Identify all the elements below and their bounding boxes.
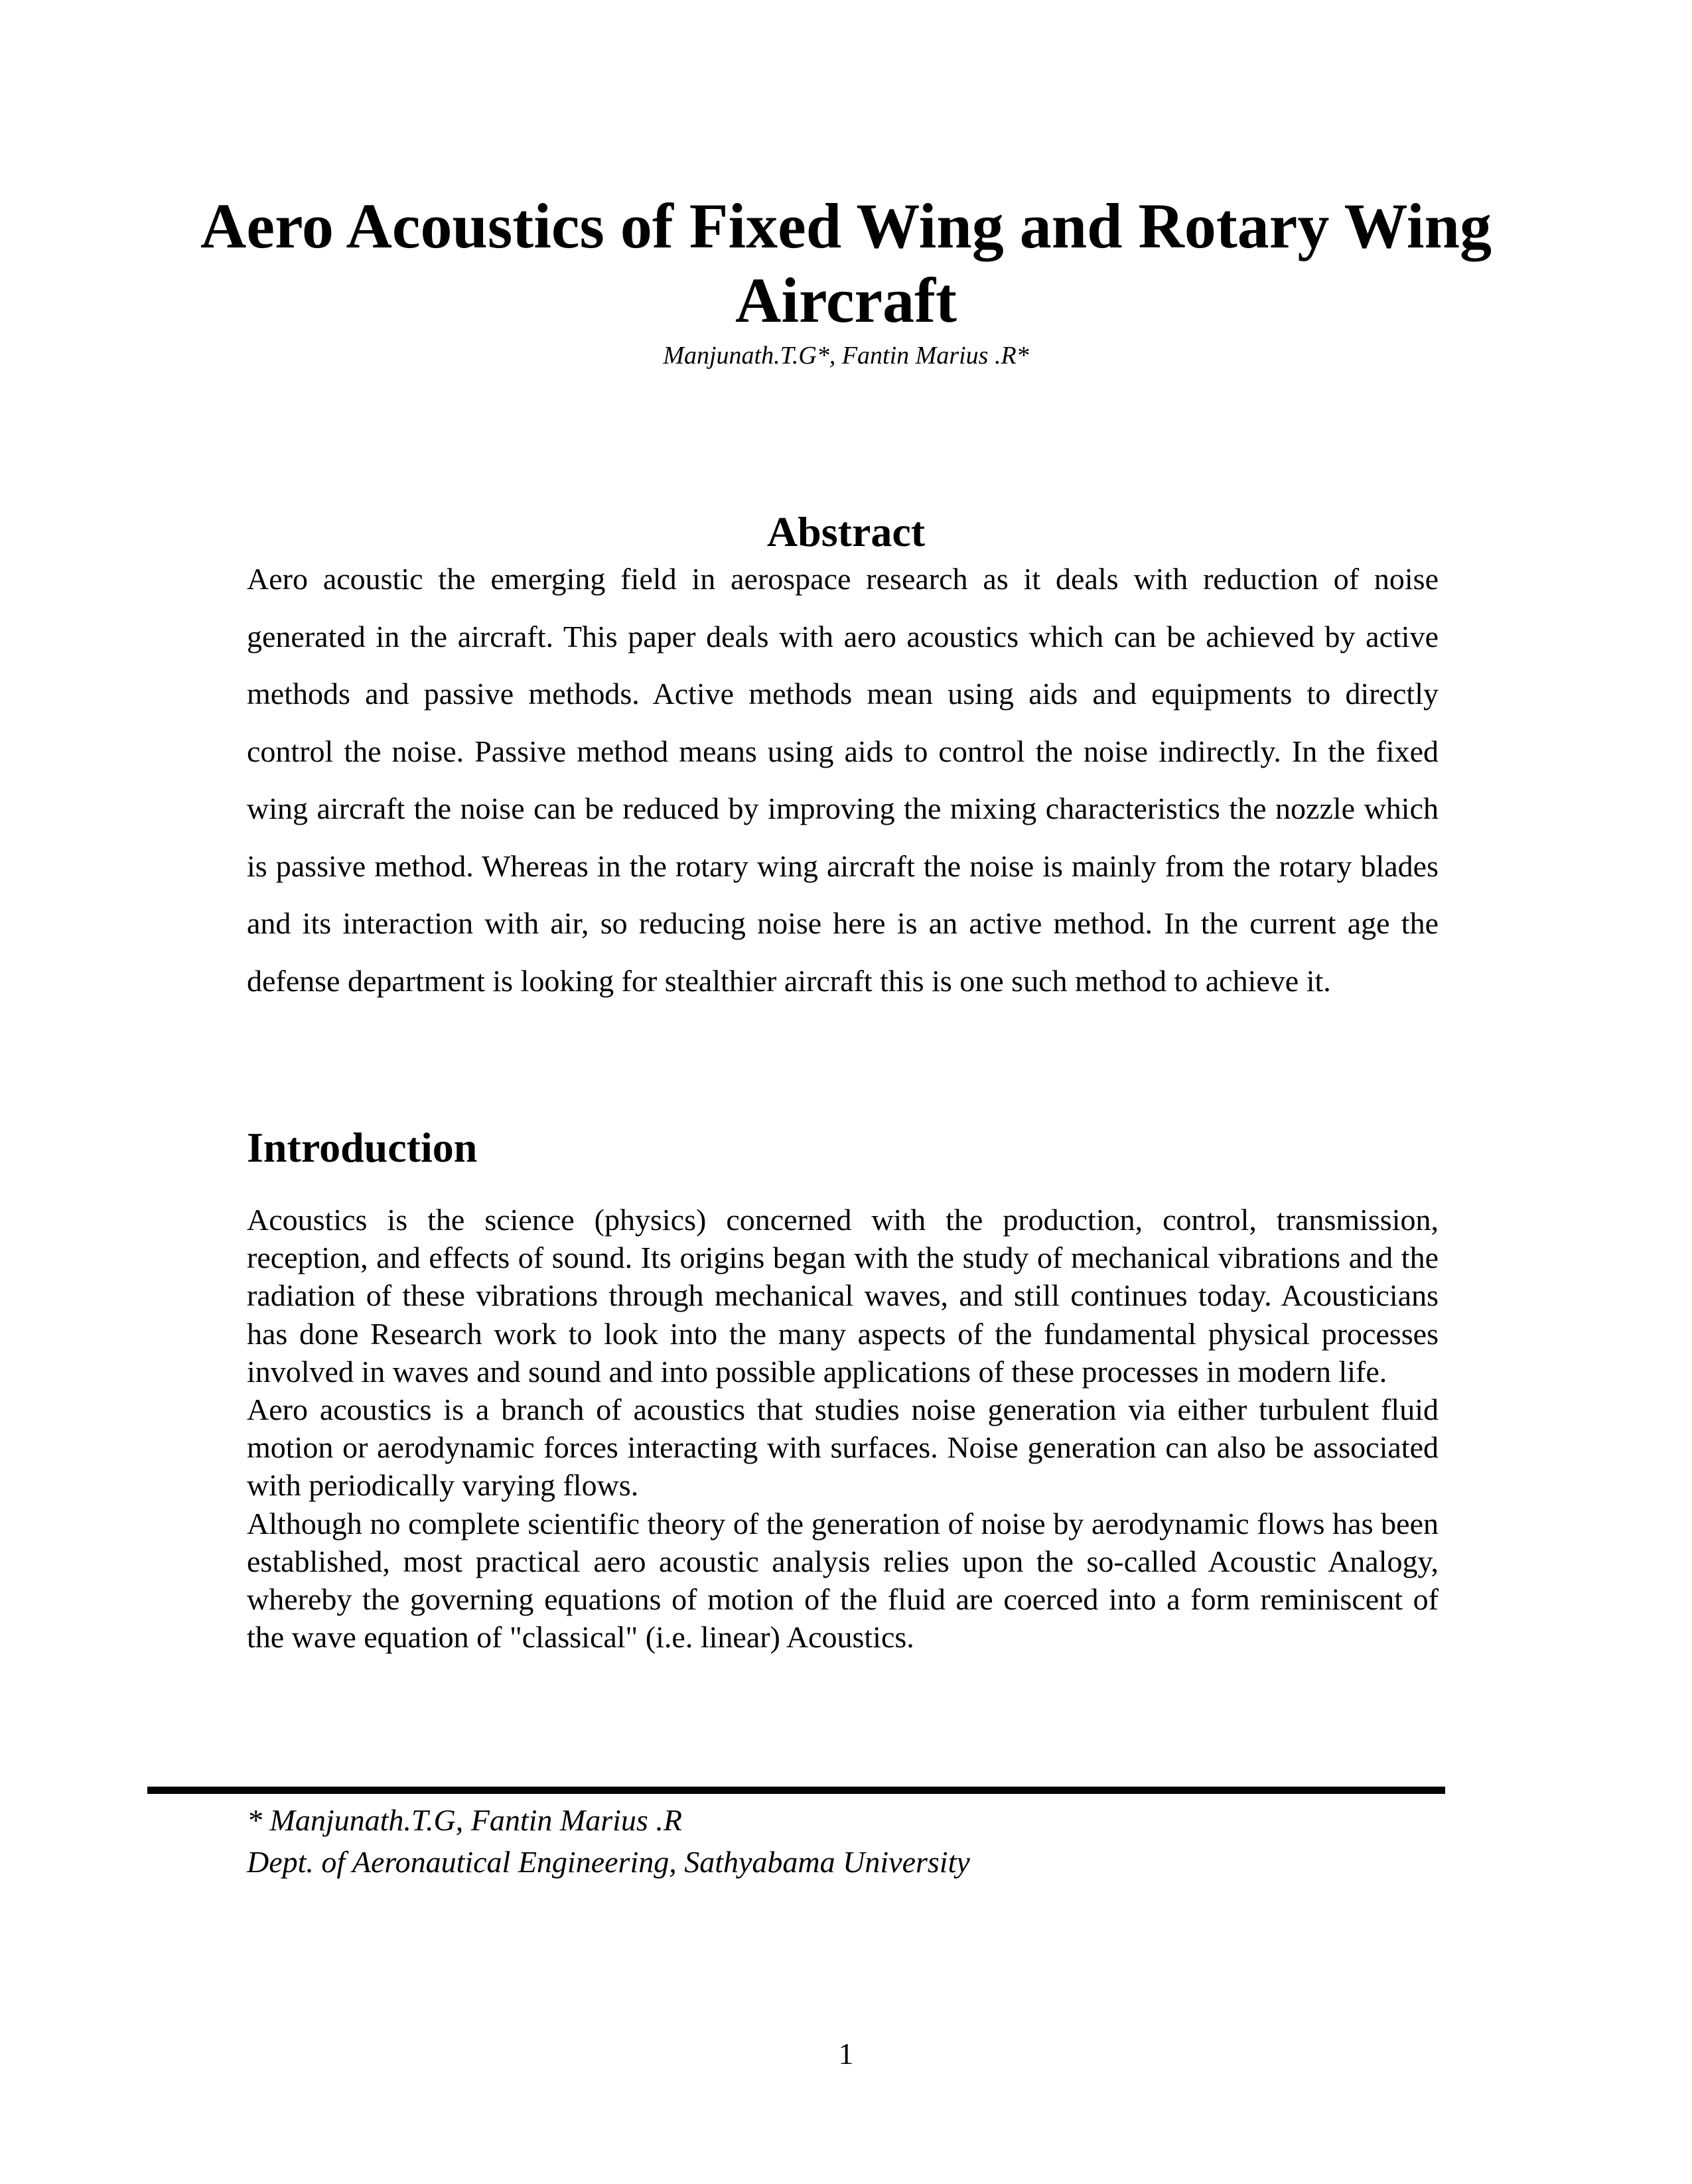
author-line: Manjunath.T.G*, Fantin Marius .R* — [663, 342, 1029, 370]
introduction-paragraph: Aero acoustics is a branch of acoustics that studies noise generation via either turbulent fluid motion or aerodynamic forces interacting with surfaces. Noise generation can also be associated with periodically varying flows. — [247, 1393, 1439, 1503]
footnote-authors: * Manjunath.T.G, Fantin Marius .R — [247, 1803, 682, 1837]
footnote — [247, 1799, 1439, 1883]
abstract-heading: Abstract — [766, 508, 926, 555]
introduction-heading: Introduction — [247, 1124, 478, 1171]
introduction-paragraph: Although no complete scientific theory of the generation of noise by aerodynamic flows has been established, most practical aero acoustic analysis relies upon the so-called Acoustic Analogy, whereby the governing equations of motion of the fluid are coerced into a form reminiscent of the wave equation of "classical" (i.e. linear) Acoustics. — [247, 1506, 1439, 1655]
introduction-body — [247, 1201, 1439, 1656]
footnote-divider — [147, 1787, 1445, 1794]
introduction-paragraph: Acoustics is the science (physics) concerned with the production, control, transmission, reception, and effects of sound. Its origins began with the study of mechanical vibrations and the radiation of these vibrations through mechanical waves, and still continues today. Acousticians has done Research work to look into the many aspects of the fundamental physical processes involved in waves and sound and into possible applications of these processes in modern life. — [247, 1203, 1439, 1389]
footnote-affiliation: Dept. of Aeronautical Engineering, Sathyabama University — [247, 1845, 970, 1879]
abstract-body: Aero acoustic the emerging field in aerospace research as it deals with reduction of noise generated in the aircraft. This paper deals with aero acoustics which can be achieved by active methods and passive methods. Active methods mean using aids and equipments to directly control the noise. Passive method means using aids to control the noise indirectly. In the fixed wing aircraft the noise can be reduced by improving the mixing characteristics the nozzle which is passive method. Whereas in the rotary wing aircraft the noise is mainly from the rotary blades and its interaction with air, so reducing noise here is an active method. In the current age the defense department is looking for stealthier aircraft this is one such method to achieve it. — [247, 562, 1439, 998]
page-number: 1 — [838, 2037, 854, 2071]
paper-title: Aero Acoustics of Fixed Wing and Rotary Wing Aircraft — [200, 190, 1492, 336]
